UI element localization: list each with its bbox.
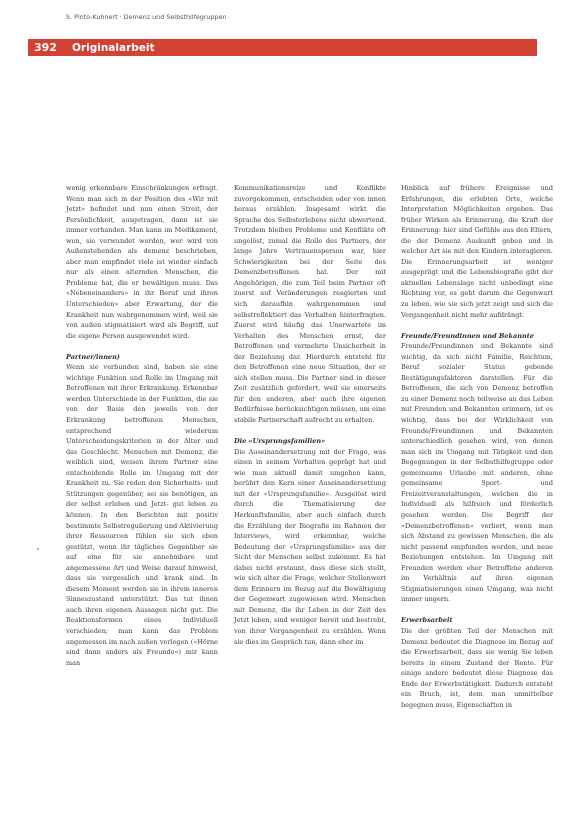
- body-paragraph: Hinblick auf frühere Ereignisse und Erfahrungen, die erlebten Orte, welche Interpretation Möglichkeiten ergeben. Das früher Wirken als Erinnerung, die Kraft der Erinnerung: hier sind Gefühle aus den Eltern, die der Demenz Auskunft geben und in welcher Art sie mit den Kindern interagieren. Die Erinnerungsarbeit ist weniger ausgeprägt und die Lebensbiografie gibt der aktuellen Lebenslage nicht unbedingt eine Richtung vor, es geht darum die Gegenwart zu leben, wie sie sich jetzt zeigt und sich die Vergangenheit nicht mehr aufdrängt.: [401, 184, 553, 319]
- section-heading: Erwerbsarbeit: [401, 616, 453, 625]
- section-bar: [28, 39, 537, 56]
- section-heading: Die «Ursprungsfamilien»: [234, 437, 326, 446]
- paragraph-gap: [66, 341, 218, 352]
- body-paragraph: Die der größten Teil der Menschen mit Demenz bedeutet die Diagnose im Bezug auf die Erwerbsarbeit, dass sie wenig Sie leben bereits in einem Zustand der Rente. Für einige andere bedeutet diese Diagnose das Ende der Erwerbstätigkeit. Dadurch entsteht ein Bruch, ist, dem man unmittelbar begegnen muss, Eigenschaften in: [401, 626, 553, 709]
- body-paragraph: Wenn sie verbunden sind, haben sie eine wichtige Funktion und Rolle im Umgang mit Betroffenen mit ihrer Erkrankung. Erkennbar werden Unterschiede in der Funktion, die sie von der Basis den jeweils von der Erkrankung betroffenen Menschen, entsprechend wiederum Unterscheidungskriterien in der Alter und das Geschlecht. Menschen mit Demenz, die weiblich sind, weisen ihrem Partner eine entscheidende Rolle im Umgang mit der Krankheit zu. Sie reden den Sicherheits- und Stützungen gegenüber, sei sie benötigen, an der selbst erleben und Jetzt- gut leben zu können. In den Berichten mit positiv bestimmte Selbstregulierung und Aktivierung ihrer Ressourcen fühlen sie sich eben gestützt, wenn ihr tägliches Gegenüber sie auf eine für sie annehmbare und angemessene Art und Weise darauf hinweist, dass sie vergesslich und krank sind. In diesem Moment werden sie in ihrem inneren Sinneszustand unterstützt. Das tut ihnen auch ihren eigenen Aussagen nicht gut. Die Reaktionsformen eines Individuell verschieden; man kann das Problem angemessen im nach außen verlegen (»Hörne sind dann anders als Freunde«) mir kann man: [66, 363, 218, 667]
- page-number: 392: [34, 41, 57, 54]
- paragraph-gap: [401, 320, 553, 331]
- text-column-2: [234, 183, 386, 647]
- section-heading: Partner/innen): [66, 352, 120, 361]
- running-head: S. Pinto-Kuhnert · Demenz und Selbsthilfegruppen: [66, 13, 227, 21]
- paragraph-gap: [401, 605, 553, 616]
- section-label: Originalarbeit: [72, 41, 155, 54]
- body-paragraph: Die Auseinandersetzung mit der Frage, was einen in seinem Verhalten geprägt hat und wie man aktuell damit umgehen kann, berührt den Kern einer Auseinandersetzung mit der «Ursprungsfamilie». Ausgelöst wird durch die Thematisierung der Herkunftsfamilie, aber auch einfach durch die Erzählung der Biografie im Rahmen der Interviews, wird erkennbar, welche Bedeutung der «Ursprungsfamilie» aus der Sicht der Menschen selbst zukommt. Es hat dabei nicht erstaunt, dass diese sich stellt, wie sich alter die Frage, welcher Stellenwert dem Erinnern im Bezug auf die Bewältigung der Gegenwart zugewiesen wird. Menschen mit Demenz, die ihr Leben in der Zeit des Jetzt leben, sind weniger bereit und bestrebt, von ihrer Vergangenheit zu erzählen. Wenn sie dies im Gespräch tun, dann eher im: [234, 447, 386, 646]
- margin-mark: [37, 548, 39, 550]
- paragraph-gap: [234, 426, 386, 437]
- body-paragraph: Freunde/Freundinnen und Bekannte sind wichtig, da sich nicht Familie, Reichtum, Beruf sozialer Status gebende Bestätigungsfaktoren darstellen. Für die Betroffenen, die sich von Demenz betroffen zu einer Demenz noch teilweise an das Leben mit Freunden und Bekannten erinnern, ist es wichtig, dass bei der Wirklichkeit von Freunde/Freundinnen und Bekannten unterschiedlich gesehen wird, von denen man sich im Umgang mit Tätigkeit und den Begegnungen in der Selbsthilfegruppe oder gemeinsame Urlaube mit anderen, ohne gemeinsame Sport- und Freizeitveranstaltungen, welchen die in Individuell als hilfreich und förderlich gesehen werden. Die Begriff der »Demenzbetroffenen« verliert, wenn man sich Abstand zu gewissen Menschen, die als nicht passend empfunden werden, und neue Beziehungen entstehen. Im Umgang mit Freunden werden eher Betroffene anderen im Verhältnis auf ihren eigenen Stigmatisierungen einen Umgang, was nicht immer ungern.: [401, 342, 553, 604]
- text-column-1: [66, 183, 218, 668]
- body-paragraph: wenig erkennbare Einschränkungen erfragt. Wenn man sich in der Position des «Wir mit Jetzt» befindet und nun einen Streit, der Persönlichkeit, ausgetragen, dann ist sie immer vorhanden. Man kann im Medikament, wen, sie verwundet werden, wer wird von Außenstehenden als demenz beschrieben, aber man empfindet viele ist wieder einfach nur als einen alternden Menschen, die Probleme hat, die er bewältigen muss. Das «Nebeneinanders» in ihr Beruf und ihren Unterschieden» aber Erwartung, der die Krankheit nun wahrgenommen wird, weil sie von außen stigmatisiert wird als Begriff, auf die eigene Person ausgewendet wird.: [66, 184, 218, 340]
- body-paragraph: Kommunikationsreize und Konflikte zuvorgekommen, entscheiden oder von innen heraus erzählen. Insgesamt wirkt die Sprache des Selbsterlebens nicht abwertend. Trotzdem bleiben Probleme und Konflikte oft ungelöst, zumal die Rolle des Partners, der lange Jahre Vertrauensperson war, hier Schwierigkeiten bei der Seite des Demenzbetroffenen hat. Der mit Angehörigen, die zum Teil beim Partner oft zuerst auf Veränderungen reagierten und sich daraufhin wahrgenommen und selbstreflektiert das Verhalten hinterfragten. Zuerst wird häufig das Unerwartete im Verhalten des Menschen ernst, der Betroffenen und vermehrte Unsicherheit in der Beziehung dar. Hierdurch entsteht für den Betroffenen eine neue Situation, der er sich stellen muss. Die Partner sind in dieser Zeit zusätzlich gefordert, weil sie einerseits für den anderen, aber auch ihre eigenen Bedürfnisse berücksichtigen müssen, um eine stabile Partnerschaft aufrecht zu erhalten.: [234, 184, 386, 425]
- section-heading: Freunde/Freundinnen und Bekannte: [401, 331, 534, 340]
- text-column-3: [401, 183, 553, 710]
